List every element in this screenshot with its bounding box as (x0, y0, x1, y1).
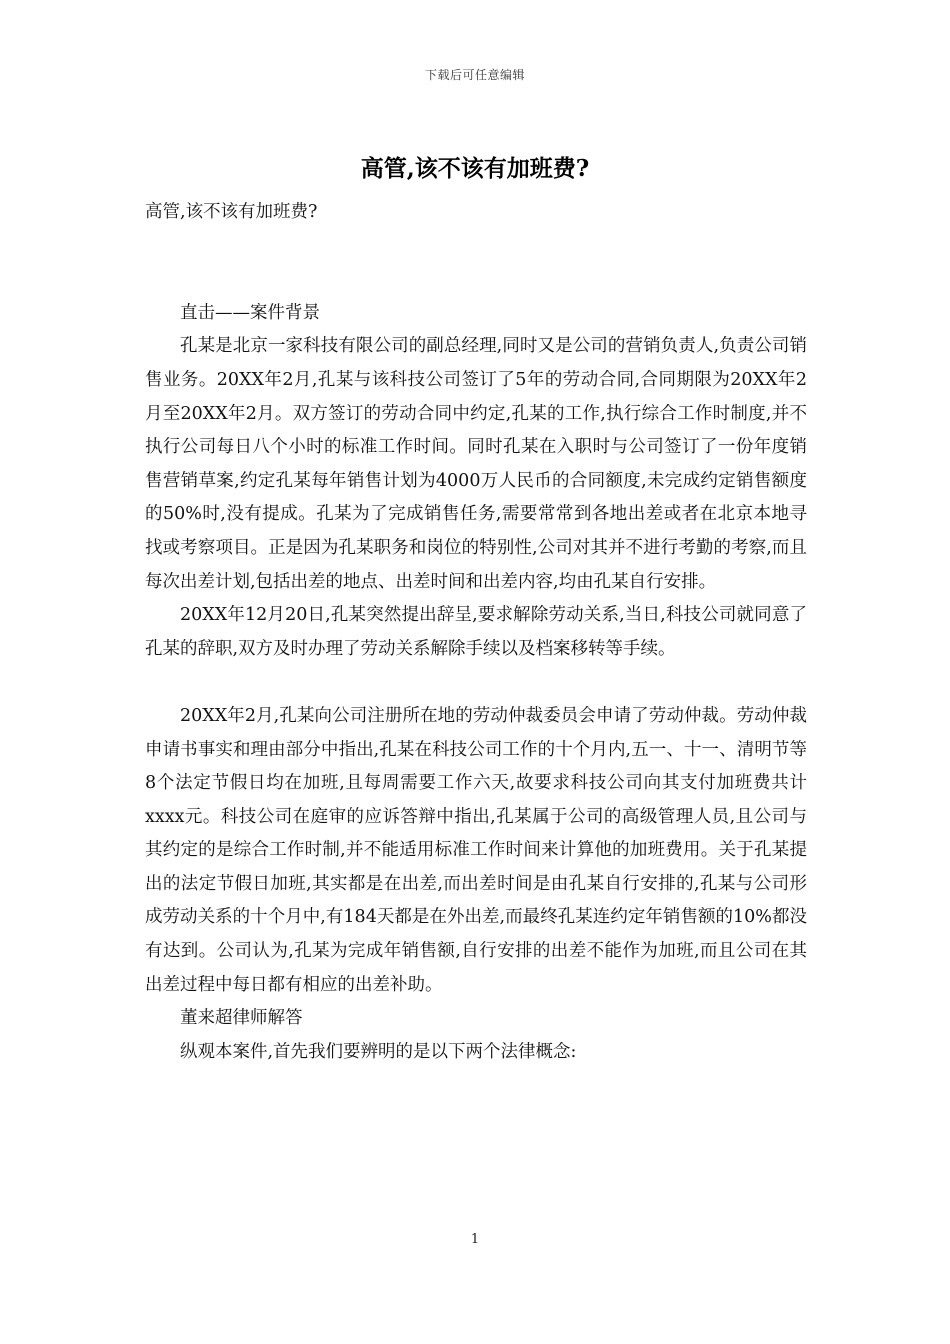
subtitle: 高管,该不该有加班费? (145, 202, 318, 222)
paragraph: 20XX年12月20日,孔某突然提出辞呈,要求解除劳动关系,当日,科技公司就同意了孔某的辞职,双方及时办理了劳动关系解除手续以及档案移转等手续。 (145, 605, 807, 659)
header-note: 下载后可任意编辑 (424, 68, 525, 82)
document-body (145, 196, 807, 1069)
paragraph: 20XX年2月,孔某向公司注册所在地的劳动仲裁委员会申请了劳动仲裁。劳动仲裁申请书事实和理由部分中指出,孔某在科技公司工作的十个月内,五一、十一、清明节等8个法定节假日均在加班,且每周需要工作六天,故要求科技公司向其支付加班费共计xxxx元。科技公司在庭审的应诉答辩中指出,孔某属于公司的高级管理人员,且公司与其约定的是综合工作时制,并不能适用标准工作时间来计算他的加班费用。关于孔某提出的法定节假日加班,其实都是在出差,而出差时间是由孔某自行安排的,孔某与公司形成劳动关系的十个月中,有184天都是在外出差,而最终孔某连约定年销售额的10%都没有达到。公司认为,孔某为完成年销售额,自行安排的出差不能作为加班,而且公司在其出差过程中每日都有相应的出差补助。 (145, 705, 807, 995)
paragraph: 纵观本案件,首先我们要辨明的是以下两个法律概念: (180, 1041, 577, 1062)
page-number: 1 (470, 1232, 480, 1247)
blank-line (145, 263, 807, 297)
paragraph: 孔某是北京一家科技有限公司的副总经理,同时又是公司的营销负责人,负责公司销售业务。20XX年2月,孔某与该科技公司签订了5年的劳动合同,合同期限为20XX年2月至20XX年2月。双方签订的劳动合同中约定,孔某的工作,执行综合工作时制度,并不执行公司每日八个小时的标准工作时间。同时孔某在入职时与公司签订了一份年度销售营销草案,约定孔某每年销售计划为4000万人民币的合同额度,未完成约定销售额度的50%时,没有提成。孔某为了完成销售任务,需要常常到各地出差或者在北京本地寻找或考察项目。正是因为孔某职务和岗位的特别性,公司对其并不进行考勤的考察,而且每次出差计划,包括出差的地点、出差时间和出差内容,均由孔某自行安排。 (145, 336, 807, 592)
section-heading-answer: 董来超律师解答 (180, 1008, 303, 1029)
section-heading-background: 直击——案件背景 (180, 302, 320, 323)
page-title: 高管,该不该有加班费? (360, 155, 590, 182)
blank-line (145, 666, 807, 700)
blank-line (145, 230, 807, 264)
